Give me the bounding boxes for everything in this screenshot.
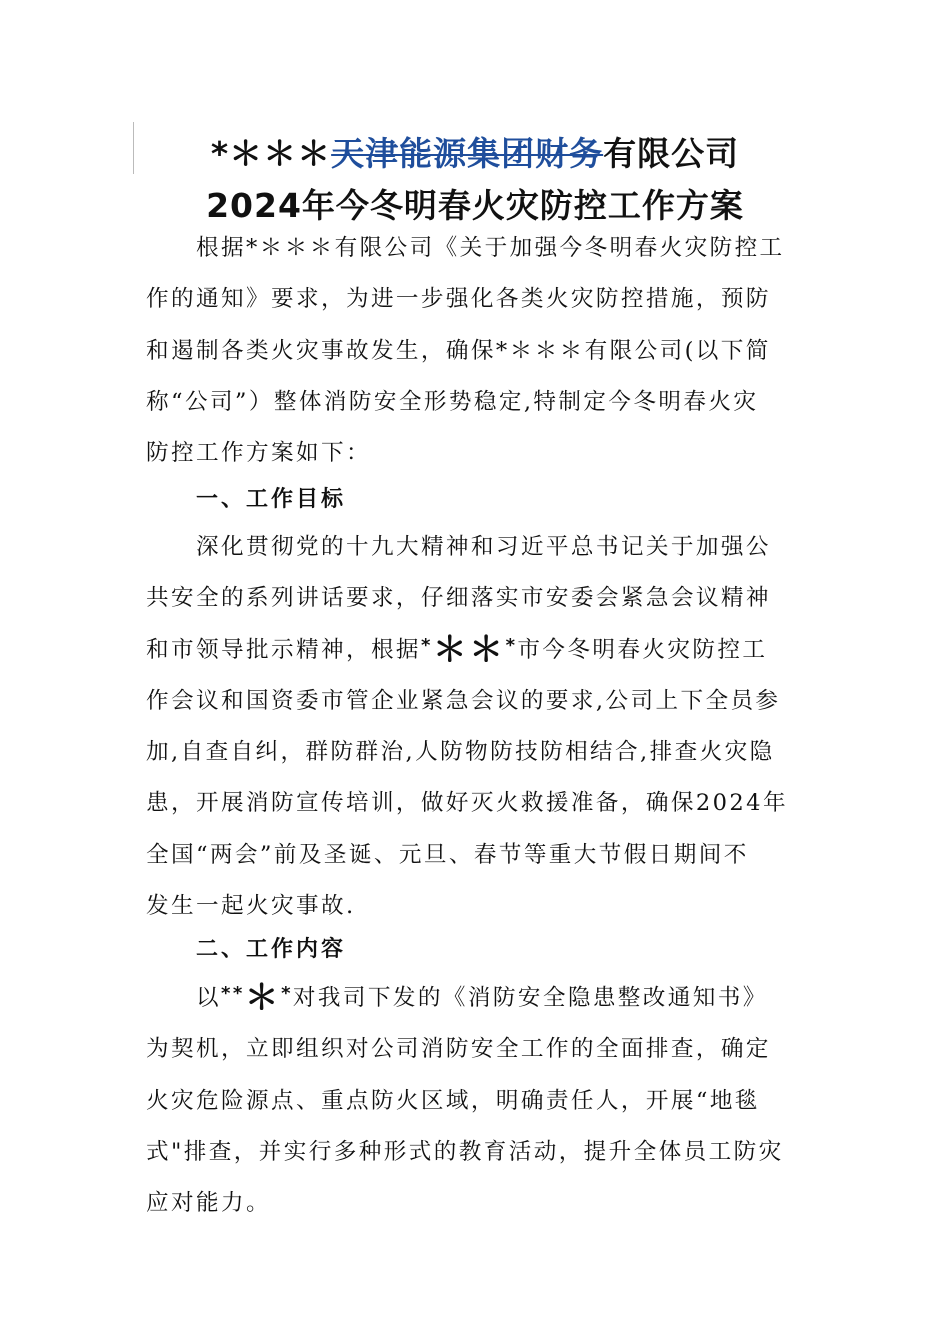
line-text: 以 xyxy=(196,985,221,1011)
paragraph-line xyxy=(146,625,806,676)
intro-paragraph xyxy=(146,223,806,479)
goals-paragraph xyxy=(146,522,806,932)
paragraph-line: 全国“两会”前及圣诞、元旦、春节等重大节假日期间不 xyxy=(146,841,749,868)
paragraph-line: 作会议和国资委市管企业紧急会议的要求,公司上下全员参 xyxy=(146,687,781,714)
title-stars: *＊＊＊ xyxy=(210,134,332,173)
title-company-suffix: 有限公司 xyxy=(603,134,740,173)
document-title-line-2: 2024年今冬明春火灾防控工作方案 xyxy=(206,186,744,225)
paragraph-line: 防控工作方案如下： xyxy=(146,440,371,467)
paragraph-line: 称“公司”）整体消防安全形势稳定,特制定今冬明春火灾 xyxy=(146,388,759,415)
paragraph-line: 为契机，立即组织对公司消防安全工作的全面排查，确定 xyxy=(146,1036,771,1063)
paragraph-line: 患，开展消防宣传培训，做好灭火救援准备，确保2024年 xyxy=(146,790,788,817)
star-mark: ＊ xyxy=(469,629,506,670)
star-mark: * xyxy=(232,983,245,1004)
star-mark: ＊ xyxy=(244,978,282,1018)
star-mark: * xyxy=(221,983,233,1004)
paragraph-line: 深化贯彻党的十九大精神和习近平总书记关于加强公 xyxy=(196,534,771,560)
section-heading-content: 二、工作内容 xyxy=(196,937,347,962)
document-title-line-1 xyxy=(0,128,950,175)
paragraph-line: 应对能力。 xyxy=(146,1190,271,1217)
paragraph-line: 作的通知》要求，为进一步强化各类火灾防控措施，预防 xyxy=(146,286,771,313)
paragraph-line: 发生一起火灾事故. xyxy=(146,893,356,920)
paragraph-line: 火灾危险源点、重点防火区域，明确责任人，开展“地毯 xyxy=(146,1087,760,1114)
line-text: 市今冬明春火灾防控工 xyxy=(517,636,768,663)
paragraph-line: 和遏制各类火灾事故发生，确保*＊＊＊有限公司(以下简 xyxy=(146,337,771,364)
star-mark: * xyxy=(420,634,433,656)
paragraph-line xyxy=(146,973,806,1024)
star-mark: ＊ xyxy=(432,629,470,670)
section-heading-goals: 一、工作目标 xyxy=(196,487,347,512)
title-struck-company: 天津能源集团财务 xyxy=(331,134,604,173)
content-paragraph xyxy=(146,973,806,1229)
paragraph-line: 式"排查，并实行多种形式的教育活动，提升全体员工防灾 xyxy=(146,1138,784,1165)
paragraph-line: 加,自查自纠，群防群治,人防物防技防相结合,排查火灾隐 xyxy=(146,739,775,766)
star-mark: * xyxy=(505,634,518,656)
line-text: 和市领导批示精神，根据 xyxy=(146,636,421,663)
line-text: 对我司下发的《消防安全隐患整改通知书》 xyxy=(292,985,768,1011)
paragraph-line: 共安全的系列讲话要求，仔细落实市安委会紧急会议精神 xyxy=(146,585,771,612)
star-mark: * xyxy=(281,983,293,1004)
paragraph-line: 根据*＊＊＊有限公司《关于加强今冬明春火灾防控工 xyxy=(196,235,785,261)
